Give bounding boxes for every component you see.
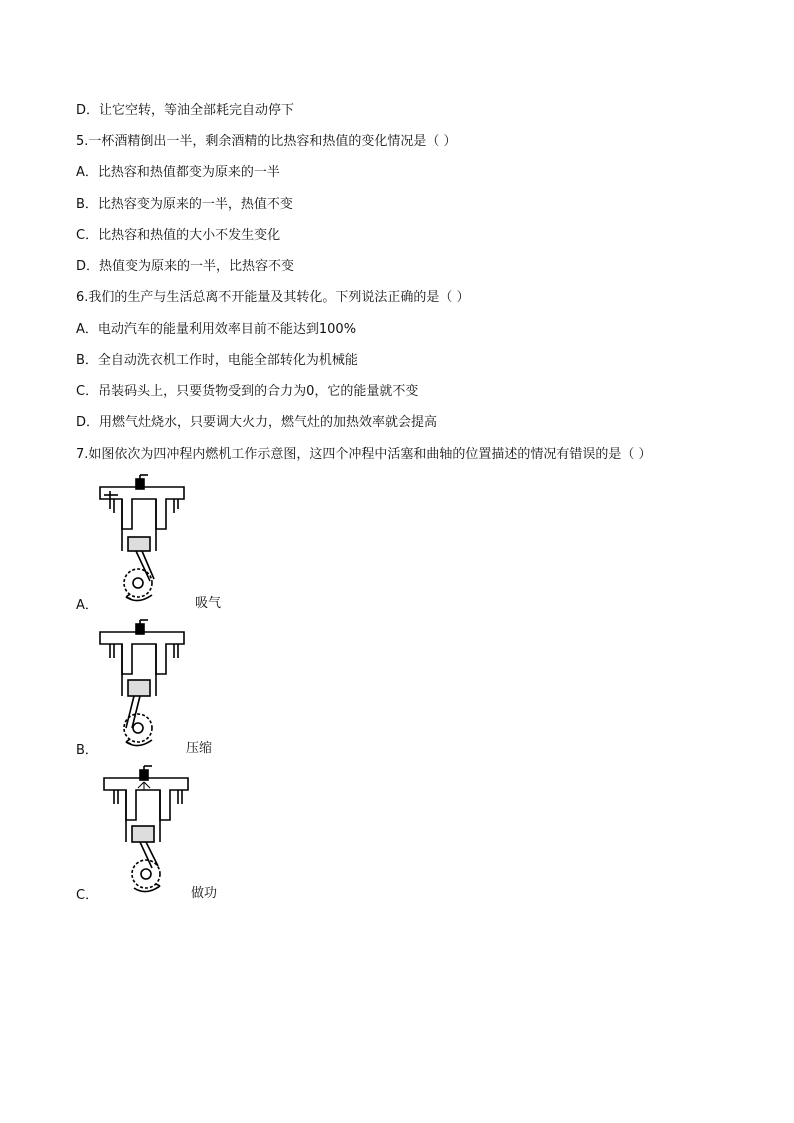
q7-stem: 7.如图依次为四冲程内燃机工作示意图，这四个冲程中活塞和曲轴的位置描述的情况有错误的是（ ） <box>76 447 652 462</box>
engine-diagram-compression <box>96 618 192 758</box>
q5-option-a: A．比热容和热值都变为原来的一半 <box>76 165 280 180</box>
option-c-letter: C． <box>76 888 99 903</box>
q6-stem: 6.我们的生产与生活总离不开能量及其转化。下列说法正确的是（ ） <box>76 290 470 305</box>
q5-option-b: B．比热容变为原来的一半，热值不变 <box>76 197 293 212</box>
q4-option-d: D．让它空转，等油全部耗完自动停下 <box>76 103 295 118</box>
q5-option-c: C．比热容和热值的大小不发生变化 <box>76 228 281 243</box>
q6-option-b: B．全自动洗衣机工作时，电能全部转化为机械能 <box>76 353 358 368</box>
option-c-stroke-label: 做功 <box>191 886 218 901</box>
q6-option-a: A．电动汽车的能量利用效率目前不能达到100% <box>76 322 357 337</box>
option-b-stroke-label: 压缩 <box>186 741 213 756</box>
engine-diagram-intake <box>96 473 192 613</box>
option-a-letter: A． <box>76 598 98 613</box>
q6-option-d: D．用燃气灶烧水，只要调大火力，燃气灶的加热效率就会提高 <box>76 415 438 430</box>
q5-stem: 5.一杯酒精倒出一半，剩余酒精的比热容和热值的变化情况是（ ） <box>76 134 457 149</box>
option-a-stroke-label: 吸气 <box>195 596 222 611</box>
q5-option-d: D．热值变为原来的一半，比热容不变 <box>76 259 295 274</box>
option-b-letter: B． <box>76 743 98 758</box>
engine-diagram-power <box>100 764 196 904</box>
q6-option-c: C．吊装码头上，只要货物受到的合力为0，它的能量就不变 <box>76 384 419 399</box>
